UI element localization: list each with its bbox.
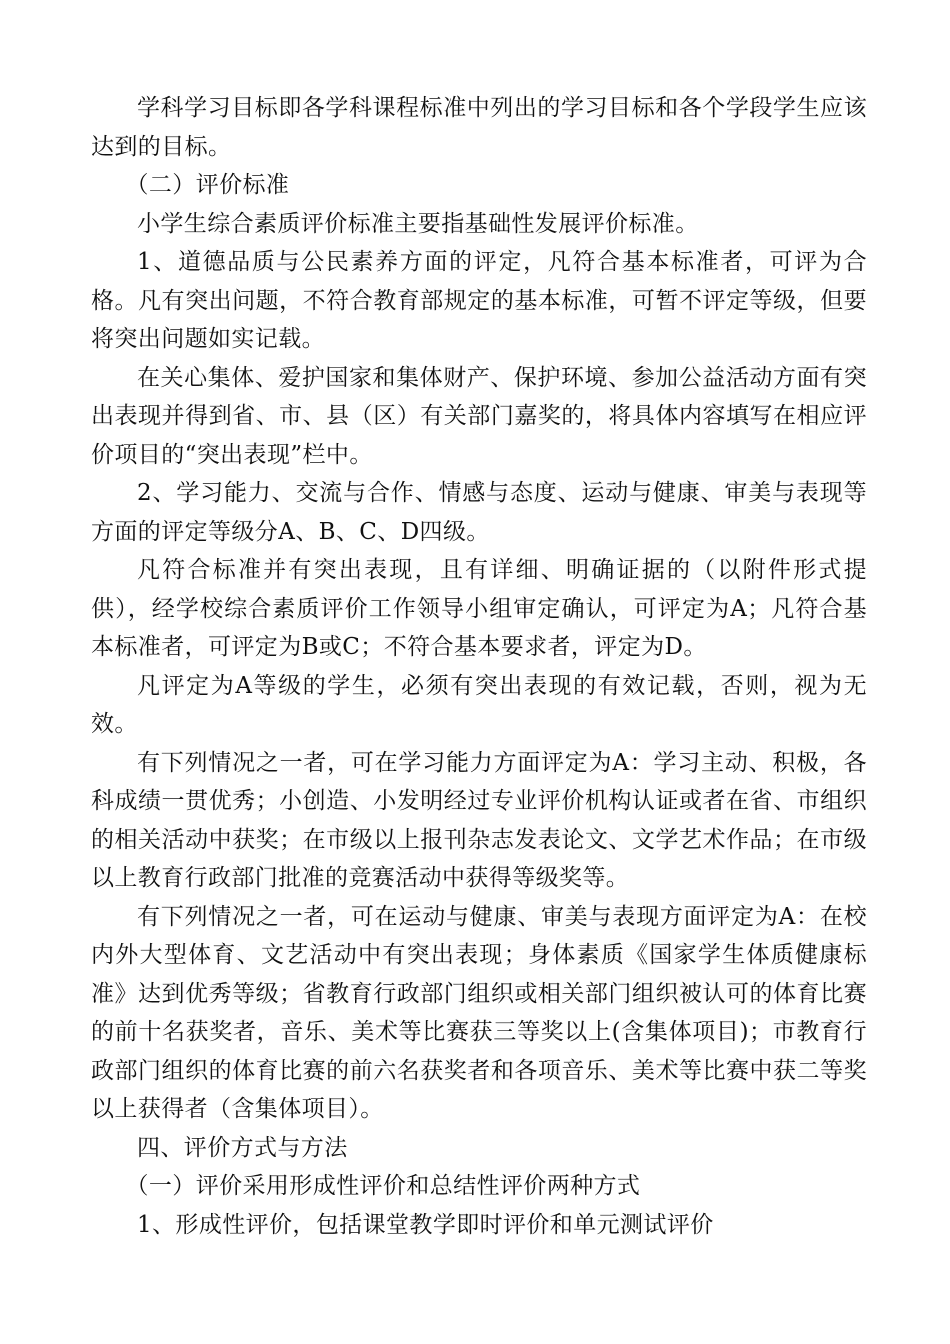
paragraph-learning-ability-a: 有下列情况之一者，可在学习能力方面评定为A：学习主动、积极，各科成绩一贯优秀；小创造、小发明经过专业评价机构认证或者在省、市组织的相关活动中获奖；在市级以上报刊杂志发表论文、文学艺术作品；在市级以上教育行政部门批准的竞赛活动中获得等级奖等。	[91, 749, 867, 891]
paragraph-grade-levels: 2、学习能力、交流与合作、情感与态度、运动与健康、审美与表现等方面的评定等级分A、B、C、D四级。	[91, 480, 867, 545]
paragraph-sports-arts-a: 有下列情况之一者，可在运动与健康、审美与表现方面评定为A：在校内外大型体育、文艺活动中有突出表现；身体素质《国家学生体质健康标准》达到优秀等级；省教育行政部门组织或相关部门组织被认可的体育比赛的前十名获奖者，音乐、美术等比赛获三等奖以上(含集体项目)；市教育行政部门组织的体育比赛的前六名获奖者和各项音乐、美术等比赛中获二等奖以上获得者（含集体项目）。	[91, 903, 867, 1122]
paragraph-formative-evaluation: 1、形成性评价，包括课堂教学即时评价和单元测试评价	[137, 1211, 714, 1238]
paragraph-outstanding-performance: 在关心集体、爱护国家和集体财产、保护环境、参加公益活动方面有突出表现并得到省、市、县（区）有关部门嘉奖的，将具体内容填写在相应评价项目的“突出表现”栏中。	[91, 364, 867, 468]
paragraph-grade-a-requirement: 凡评定为A等级的学生，必须有突出表现的有效记载，否则，视为无效。	[91, 672, 867, 737]
document-page	[91, 89, 867, 1244]
paragraph-moral-quality: 1、道德品质与公民素养方面的评定，凡符合基本标准者，可评为合格。凡有突出问题，不符合教育部规定的基本标准，可暂不评定等级，但要将突出问题如实记载。	[91, 249, 867, 352]
paragraph-criteria-intro: 小学生综合素质评价标准主要指基础性发展评价标准。	[137, 210, 699, 237]
paragraph-learning-goals: 学科学习目标即各学科课程标准中列出的学习目标和各个学段学生应该达到的目标。	[91, 95, 867, 160]
section-heading-evaluation-criteria: （二）评价标准	[125, 172, 290, 198]
section-heading-evaluation-methods: 四、评价方式与方法	[137, 1134, 348, 1161]
subheading-evaluation-modes: （一）评价采用形成性评价和总结性评价两种方式	[125, 1173, 641, 1199]
paragraph-grade-definitions: 凡符合标准并有突出表现，且有详细、明确证据的（以附件形式提供），经学校综合素质评价工作领导小组审定确认，可评定为A；凡符合基本标准者，可评定为B或C；不符合基本要求者，评定为D。	[91, 557, 867, 660]
